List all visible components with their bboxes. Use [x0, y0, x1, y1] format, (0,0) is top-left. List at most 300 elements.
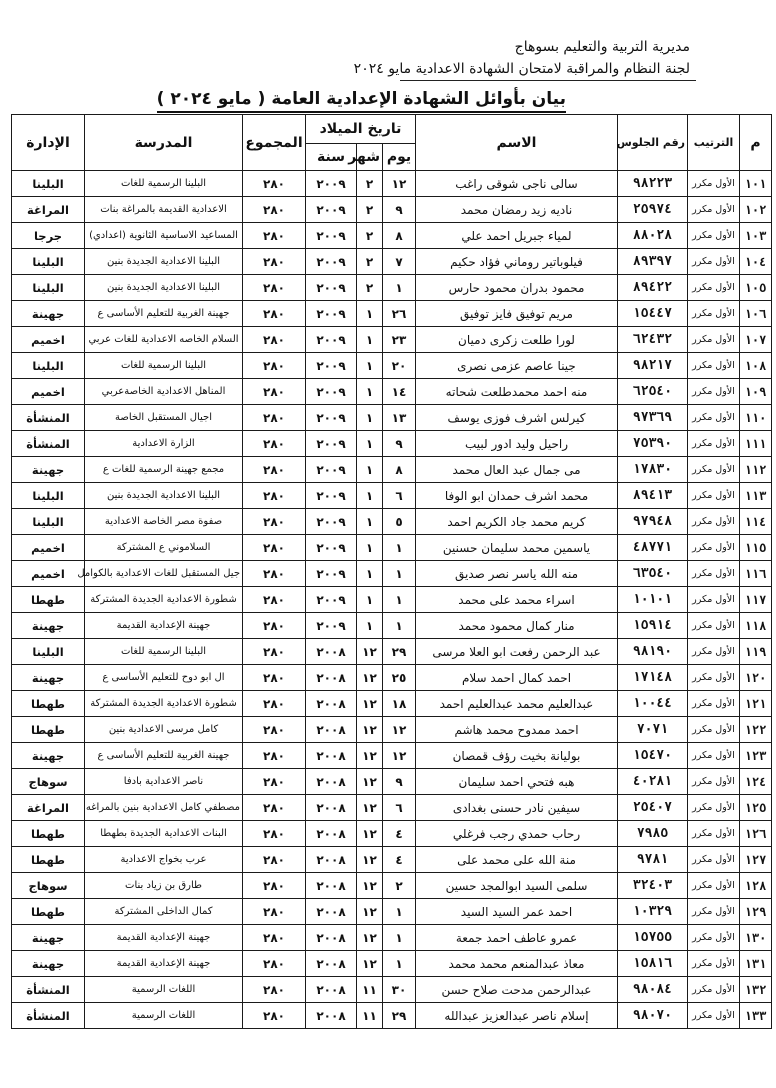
student-name: فيلوباتير روماني فؤاد حكيم — [416, 249, 618, 275]
student-name: منة الله على محمد على — [416, 847, 618, 873]
school-name: الاعدادية القديمة بالمراغة بنات — [85, 197, 243, 223]
total-score: ٢٨٠ — [243, 795, 306, 821]
rank-cell: الأول مكرر — [688, 639, 740, 665]
birth-day: ١ — [383, 899, 416, 925]
seat-number: ٩٧٨١ — [618, 847, 688, 873]
student-name: ناديه زيد رمضان محمد — [416, 197, 618, 223]
table-row — [12, 795, 772, 821]
rank-cell: الأول مكرر — [688, 717, 740, 743]
rank-cell: الأول مكرر — [688, 847, 740, 873]
row-number: ١١٢ — [740, 457, 772, 483]
rank-cell: الأول مكرر — [688, 431, 740, 457]
birth-month: ١١ — [357, 977, 383, 1003]
table-body — [12, 171, 772, 1029]
birth-day: ١٨ — [383, 691, 416, 717]
table-row — [12, 249, 772, 275]
row-number: ١٠٧ — [740, 327, 772, 353]
seat-number: ١٥٤٧٠ — [618, 743, 688, 769]
row-number: ١١١ — [740, 431, 772, 457]
row-number: ١١٩ — [740, 639, 772, 665]
row-number: ١٠٨ — [740, 353, 772, 379]
total-score: ٢٨٠ — [243, 613, 306, 639]
row-number: ١٣١ — [740, 951, 772, 977]
rank-cell: الأول مكرر — [688, 509, 740, 535]
school-name: جهينة الإعدادية القديمة — [85, 951, 243, 977]
birth-day: ٨ — [383, 223, 416, 249]
row-number: ١١٧ — [740, 587, 772, 613]
row-number: ١١٤ — [740, 509, 772, 535]
administration: جهينة — [12, 613, 85, 639]
birth-year: ٢٠٠٨ — [306, 899, 357, 925]
total-score: ٢٨٠ — [243, 223, 306, 249]
school-name: البنات الاعدادية الجديدة بطهطا — [85, 821, 243, 847]
birth-day: ١ — [383, 951, 416, 977]
administration: البلينا — [12, 483, 85, 509]
table-row — [12, 847, 772, 873]
school-name: جهينة الغربية للتعليم الأساسى ع — [85, 743, 243, 769]
col-header-total: المجموع — [243, 115, 306, 171]
birth-year: ٢٠٠٨ — [306, 873, 357, 899]
birth-year: ٢٠٠٩ — [306, 379, 357, 405]
student-name: مريم توفيق فايز توفيق — [416, 301, 618, 327]
row-number: ١٣٣ — [740, 1003, 772, 1029]
total-score: ٢٨٠ — [243, 951, 306, 977]
row-number: ١٢٢ — [740, 717, 772, 743]
administration: جهينة — [12, 457, 85, 483]
administration: جهينة — [12, 925, 85, 951]
total-score: ٢٨٠ — [243, 1003, 306, 1029]
table-row — [12, 977, 772, 1003]
administration: المنشأة — [12, 1003, 85, 1029]
seat-number: ١٥٨١٦ — [618, 951, 688, 977]
student-name: عبدالرحمن مدحت صلاح حسن — [416, 977, 618, 1003]
table-row — [12, 743, 772, 769]
administration: جهينة — [12, 301, 85, 327]
birth-day: ٢٩ — [383, 639, 416, 665]
school-name: المناهل الاعدادية الخاصةعربي — [85, 379, 243, 405]
school-name: البلينا الاعدادية الجديدة بنين — [85, 275, 243, 301]
birth-day: ٢٦ — [383, 301, 416, 327]
row-number: ١١٣ — [740, 483, 772, 509]
student-name: هبه فتحي احمد سليمان — [416, 769, 618, 795]
table-row — [12, 665, 772, 691]
school-name: اللغات الرسمية — [85, 1003, 243, 1029]
administration: البلينا — [12, 275, 85, 301]
birth-month: ٢ — [357, 171, 383, 197]
rank-cell: الأول مكرر — [688, 665, 740, 691]
row-number: ١٠٦ — [740, 301, 772, 327]
seat-number: ٤٠٢٨١ — [618, 769, 688, 795]
table-row — [12, 327, 772, 353]
school-name: مصطفي كامل الاعدادية بنين بالمراغه — [85, 795, 243, 821]
birth-day: ١٢ — [383, 717, 416, 743]
school-name: عرب بخواج الاعدادية — [85, 847, 243, 873]
school-name: شطورة الاعدادية الجديدة المشتركة — [85, 587, 243, 613]
birth-year: ٢٠٠٨ — [306, 665, 357, 691]
table-row — [12, 457, 772, 483]
school-name: ناصر الاعدادية بادفا — [85, 769, 243, 795]
col-header-name: الاسم — [416, 115, 618, 171]
table-row — [12, 535, 772, 561]
seat-number: ٦٢٤٣٢ — [618, 327, 688, 353]
table-row — [12, 509, 772, 535]
total-score: ٢٨٠ — [243, 405, 306, 431]
birth-year: ٢٠٠٩ — [306, 613, 357, 639]
school-name: كامل مرسى الاعدادية بنين — [85, 717, 243, 743]
student-name: رحاب حمدي رجب فرغلي — [416, 821, 618, 847]
birth-month: ١١ — [357, 1003, 383, 1029]
seat-number: ١٥٤٤٧ — [618, 301, 688, 327]
seat-number: ١٥٩١٤ — [618, 613, 688, 639]
rank-cell: الأول مكرر — [688, 1003, 740, 1029]
total-score: ٢٨٠ — [243, 977, 306, 1003]
student-name: عمرو عاطف احمد جمعة — [416, 925, 618, 951]
seat-number: ٩٧٣٦٩ — [618, 405, 688, 431]
birth-day: ١ — [383, 587, 416, 613]
col-header-admin: الإدارة — [12, 115, 85, 171]
seat-number: ٦٣٥٤٠ — [618, 561, 688, 587]
row-number: ١١٨ — [740, 613, 772, 639]
student-name: اسراء محمد على محمد — [416, 587, 618, 613]
rank-cell: الأول مكرر — [688, 587, 740, 613]
row-number: ١١٥ — [740, 535, 772, 561]
row-number: ١٢٨ — [740, 873, 772, 899]
total-score: ٢٨٠ — [243, 431, 306, 457]
seat-number: ٨٩٤١٣ — [618, 483, 688, 509]
seat-number: ١٠٣٢٩ — [618, 899, 688, 925]
birth-month: ١ — [357, 405, 383, 431]
seat-number: ٧٩٨٥ — [618, 821, 688, 847]
total-score: ٢٨٠ — [243, 587, 306, 613]
top-students-table — [11, 114, 772, 1029]
rank-cell: الأول مكرر — [688, 977, 740, 1003]
total-score: ٢٨٠ — [243, 925, 306, 951]
administration: جهينة — [12, 743, 85, 769]
administration: البلينا — [12, 639, 85, 665]
birth-day: ٢٣ — [383, 327, 416, 353]
school-name: البلينا الاعدادية الجديدة بنين — [85, 483, 243, 509]
student-name: لمياء جبريل احمد علي — [416, 223, 618, 249]
seat-number: ٩٨٠٨٤ — [618, 977, 688, 1003]
row-number: ١٢٠ — [740, 665, 772, 691]
administration: طهطا — [12, 821, 85, 847]
student-name: سيفين نادر حسنى بغدادى — [416, 795, 618, 821]
rank-cell: الأول مكرر — [688, 249, 740, 275]
total-score: ٢٨٠ — [243, 509, 306, 535]
birth-year: ٢٠٠٩ — [306, 197, 357, 223]
birth-month: ١ — [357, 561, 383, 587]
birth-day: ١٢ — [383, 743, 416, 769]
birth-day: ٢٥ — [383, 665, 416, 691]
administration: اخميم — [12, 561, 85, 587]
table-row — [12, 223, 772, 249]
school-name: جهينة الغربية للتعليم الأساسى ع — [85, 301, 243, 327]
seat-number: ٦٢٥٤٠ — [618, 379, 688, 405]
seat-number: ٣٢٤٠٣ — [618, 873, 688, 899]
table-row — [12, 925, 772, 951]
birth-month: ١ — [357, 301, 383, 327]
row-number: ١١٠ — [740, 405, 772, 431]
rank-cell: الأول مكرر — [688, 171, 740, 197]
administration: البلينا — [12, 249, 85, 275]
row-number: ١٢٤ — [740, 769, 772, 795]
birth-year: ٢٠٠٩ — [306, 353, 357, 379]
birth-year: ٢٠٠٨ — [306, 925, 357, 951]
table-row — [12, 561, 772, 587]
school-name: اللغات الرسمية — [85, 977, 243, 1003]
birth-month: ١٢ — [357, 951, 383, 977]
rank-cell: الأول مكرر — [688, 795, 740, 821]
total-score: ٢٨٠ — [243, 873, 306, 899]
seat-number: ١٠١٠١ — [618, 587, 688, 613]
birth-month: ١٢ — [357, 821, 383, 847]
total-score: ٢٨٠ — [243, 171, 306, 197]
header-underline — [400, 80, 696, 81]
birth-month: ٢ — [357, 275, 383, 301]
birth-month: ١٢ — [357, 743, 383, 769]
student-name: إسلام ناصر عبدالعزيز عبدالله — [416, 1003, 618, 1029]
school-name: البلينا الاعدادية الجديدة بنين — [85, 249, 243, 275]
rank-cell: الأول مكرر — [688, 353, 740, 379]
seat-number: ٨٩٣٩٧ — [618, 249, 688, 275]
birth-month: ١ — [357, 535, 383, 561]
birth-year: ٢٠٠٩ — [306, 405, 357, 431]
seat-number: ١٧٨٣٠ — [618, 457, 688, 483]
col-header-m: م — [740, 115, 772, 171]
school-name: البلينا الرسمية للغات — [85, 171, 243, 197]
birth-month: ١ — [357, 613, 383, 639]
rank-cell: الأول مكرر — [688, 743, 740, 769]
rank-cell: الأول مكرر — [688, 925, 740, 951]
seat-number: ٨٨٠٢٨ — [618, 223, 688, 249]
total-score: ٢٨٠ — [243, 665, 306, 691]
student-name: مى جمال عبد العال محمد — [416, 457, 618, 483]
birth-day: ٤ — [383, 847, 416, 873]
student-name: سالى ناجى شوقى راغب — [416, 171, 618, 197]
total-score: ٢٨٠ — [243, 769, 306, 795]
administration: طهطا — [12, 717, 85, 743]
birth-year: ٢٠٠٨ — [306, 795, 357, 821]
student-name: جينا عاصم عزمى نصرى — [416, 353, 618, 379]
seat-number: ٩٨٢١٧ — [618, 353, 688, 379]
total-score: ٢٨٠ — [243, 899, 306, 925]
col-header-day: يوم — [383, 144, 416, 171]
row-number: ١٢١ — [740, 691, 772, 717]
school-name: البلينا الرسمية للغات — [85, 639, 243, 665]
table-row — [12, 587, 772, 613]
table-row — [12, 639, 772, 665]
student-name: احمد كمال احمد سلام — [416, 665, 618, 691]
total-score: ٢٨٠ — [243, 353, 306, 379]
rank-cell: الأول مكرر — [688, 457, 740, 483]
birth-year: ٢٠٠٨ — [306, 1003, 357, 1029]
birth-month: ١٢ — [357, 873, 383, 899]
row-number: ١٣٠ — [740, 925, 772, 951]
committee-line: لجنة النظام والمراقبة لامتحان الشهادة الاعدادية مايو ٢٠٢٤ — [353, 61, 690, 77]
row-number: ١٢٩ — [740, 899, 772, 925]
school-name: طارق بن زياد بنات — [85, 873, 243, 899]
seat-number: ٩٨١٩٠ — [618, 639, 688, 665]
administration: سوهاج — [12, 769, 85, 795]
student-name: عبدالعليم محمد عبدالعليم احمد — [416, 691, 618, 717]
table-row — [12, 821, 772, 847]
birth-day: ٢٠ — [383, 353, 416, 379]
total-score: ٢٨٠ — [243, 301, 306, 327]
page-title: بيان بأوائل الشهادة الإعدادية العامة ( مايو ٢٠٢٤ ) — [157, 88, 566, 113]
col-header-seat: رقم الجلوس — [618, 115, 688, 171]
birth-month: ١ — [357, 457, 383, 483]
birth-month: ١٢ — [357, 639, 383, 665]
table-row — [12, 691, 772, 717]
col-header-school: المدرسة — [85, 115, 243, 171]
administration: المنشأة — [12, 977, 85, 1003]
rank-cell: الأول مكرر — [688, 769, 740, 795]
birth-day: ١٣ — [383, 405, 416, 431]
birth-year: ٢٠٠٨ — [306, 717, 357, 743]
birth-month: ١ — [357, 379, 383, 405]
birth-day: ٧ — [383, 249, 416, 275]
birth-day: ١ — [383, 535, 416, 561]
administration: المراغة — [12, 197, 85, 223]
birth-day: ٢٩ — [383, 1003, 416, 1029]
administration: البلينا — [12, 353, 85, 379]
birth-month: ١ — [357, 587, 383, 613]
seat-number: ٤٨٧٧١ — [618, 535, 688, 561]
birth-year: ٢٠٠٩ — [306, 483, 357, 509]
birth-year: ٢٠٠٩ — [306, 327, 357, 353]
birth-month: ١٢ — [357, 847, 383, 873]
school-name: كمال الداخلى المشتركة — [85, 899, 243, 925]
table-row — [12, 171, 772, 197]
administration: المنشأة — [12, 405, 85, 431]
student-name: معاذ عبدالمنعم محمد محمد — [416, 951, 618, 977]
table-row — [12, 197, 772, 223]
total-score: ٢٨٠ — [243, 743, 306, 769]
birth-day: ١ — [383, 925, 416, 951]
total-score: ٢٨٠ — [243, 561, 306, 587]
administration: طهطا — [12, 847, 85, 873]
administration: البلينا — [12, 171, 85, 197]
col-header-rank: الترتيب — [688, 115, 740, 171]
table-row — [12, 405, 772, 431]
school-name: جهينة الإعدادية القديمة — [85, 925, 243, 951]
administration: جهينة — [12, 951, 85, 977]
student-name: احمد ممدوح محمد هاشم — [416, 717, 618, 743]
row-number: ١٠١ — [740, 171, 772, 197]
birth-month: ٢ — [357, 249, 383, 275]
row-number: ١٠٥ — [740, 275, 772, 301]
seat-number: ١٠٠٤٤ — [618, 691, 688, 717]
rank-cell: الأول مكرر — [688, 899, 740, 925]
birth-day: ٦ — [383, 795, 416, 821]
rank-cell: الأول مكرر — [688, 613, 740, 639]
administration: المراغة — [12, 795, 85, 821]
birth-year: ٢٠٠٨ — [306, 951, 357, 977]
table-row — [12, 899, 772, 925]
total-score: ٢٨٠ — [243, 535, 306, 561]
birth-month: ١ — [357, 483, 383, 509]
birth-day: ٦ — [383, 483, 416, 509]
birth-year: ٢٠٠٩ — [306, 587, 357, 613]
administration: المنشأة — [12, 431, 85, 457]
total-score: ٢٨٠ — [243, 639, 306, 665]
table-row — [12, 717, 772, 743]
row-number: ١٠٢ — [740, 197, 772, 223]
total-score: ٢٨٠ — [243, 327, 306, 353]
col-header-month: شهر — [357, 144, 383, 171]
table-row — [12, 353, 772, 379]
student-name: لورا طلعت زكرى دميان — [416, 327, 618, 353]
school-name: الزارة الاعدادية — [85, 431, 243, 457]
total-score: ٢٨٠ — [243, 379, 306, 405]
row-number: ١٣٢ — [740, 977, 772, 1003]
rank-cell: الأول مكرر — [688, 327, 740, 353]
rank-cell: الأول مكرر — [688, 951, 740, 977]
birth-month: ١٢ — [357, 717, 383, 743]
rank-cell: الأول مكرر — [688, 691, 740, 717]
col-header-year: سنة — [306, 144, 357, 171]
table-row — [12, 301, 772, 327]
rank-cell: الأول مكرر — [688, 483, 740, 509]
total-score: ٢٨٠ — [243, 275, 306, 301]
school-name: ال ابو دوح للتعليم الأساسى ع — [85, 665, 243, 691]
row-number: ١٠٣ — [740, 223, 772, 249]
rank-cell: الأول مكرر — [688, 821, 740, 847]
school-name: مجمع جهينة الرسمية للغات ع — [85, 457, 243, 483]
birth-month: ١٢ — [357, 899, 383, 925]
birth-year: ٢٠٠٩ — [306, 509, 357, 535]
birth-month: ١ — [357, 353, 383, 379]
student-name: عبد الرحمن رفعت ابو العلا مرسى — [416, 639, 618, 665]
school-name: صفوة مصر الخاصة الاعدادية — [85, 509, 243, 535]
birth-month: ١٢ — [357, 691, 383, 717]
school-name: اجيال المستقبل الخاصة — [85, 405, 243, 431]
total-score: ٢٨٠ — [243, 717, 306, 743]
birth-day: ٤ — [383, 821, 416, 847]
rank-cell: الأول مكرر — [688, 379, 740, 405]
seat-number: ٨٩٤٢٢ — [618, 275, 688, 301]
school-name: السلام الخاصه الاعدادية للغات عربي — [85, 327, 243, 353]
birth-month: ١ — [357, 327, 383, 353]
birth-year: ٢٠٠٩ — [306, 275, 357, 301]
birth-year: ٢٠٠٩ — [306, 301, 357, 327]
school-name: المساعيد الاساسية الثانوية (اعدادي) — [85, 223, 243, 249]
administration: جرجا — [12, 223, 85, 249]
rank-cell: الأول مكرر — [688, 535, 740, 561]
student-name: منار كمال محمود محمد — [416, 613, 618, 639]
seat-number: ٢٥٤٠٧ — [618, 795, 688, 821]
administration: اخميم — [12, 379, 85, 405]
birth-day: ٥ — [383, 509, 416, 535]
birth-month: ١٢ — [357, 769, 383, 795]
birth-day: ٩ — [383, 769, 416, 795]
school-name: شطورة الاعدادية الجديدة المشتركة — [85, 691, 243, 717]
birth-month: ١٢ — [357, 925, 383, 951]
table-row — [12, 873, 772, 899]
birth-year: ٢٠٠٩ — [306, 561, 357, 587]
birth-year: ٢٠٠٩ — [306, 249, 357, 275]
birth-year: ٢٠٠٨ — [306, 977, 357, 1003]
row-number: ١٢٥ — [740, 795, 772, 821]
birth-year: ٢٠٠٨ — [306, 821, 357, 847]
student-name: منه الله ياسر نصر صديق — [416, 561, 618, 587]
seat-number: ٩٧٩٤٨ — [618, 509, 688, 535]
school-name: السلاموني ع المشتركة — [85, 535, 243, 561]
student-name: منه احمد محمدطلعت شحاته — [416, 379, 618, 405]
total-score: ٢٨٠ — [243, 821, 306, 847]
administration: جهينة — [12, 665, 85, 691]
administration: طهطا — [12, 899, 85, 925]
